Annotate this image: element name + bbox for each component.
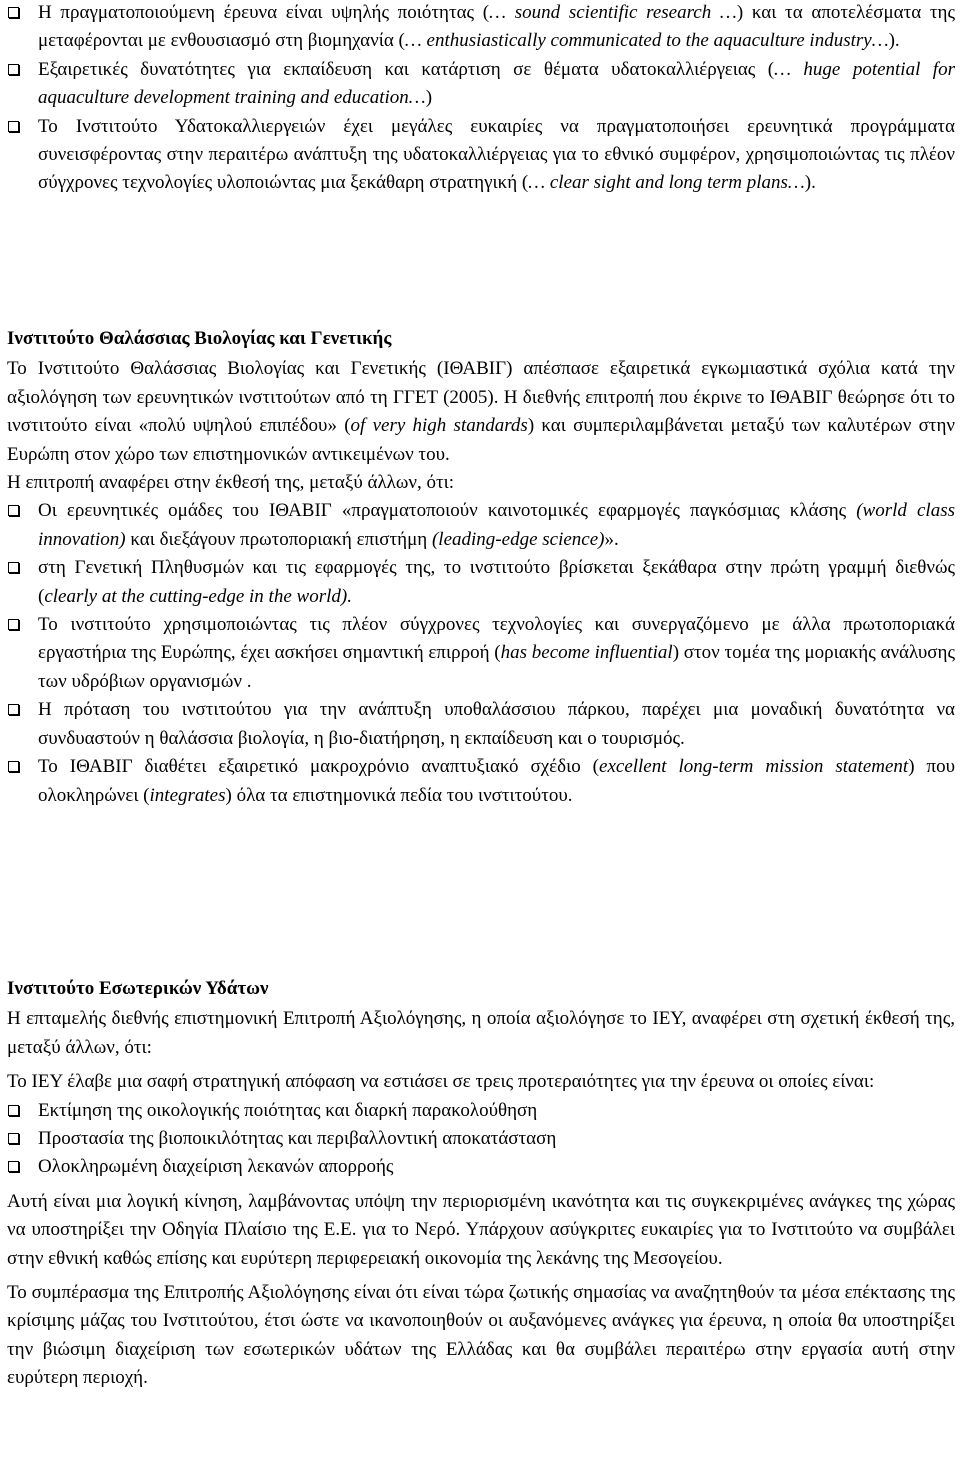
italic-text: … sound scientific research …: [489, 2, 737, 23]
list-item: [7, 696, 955, 753]
checkbox-bullet-icon: [8, 761, 19, 772]
checkbox-bullet-icon: [8, 704, 19, 715]
text-run: Το Ινστιτούτο Θαλάσσιας Βιολογίας και Γενετικής (ΙΘΑΒΙΓ) απέσπασε εξαιρετικά εγκωμιαστικά σχόλια κατά την αξιολόγηση των ερευνητικών ινστιτούτων από τη ΓΓΕΤ (2005). Η διεθνής επιτροπή που έκρινε το ΙΘΑΒΙΓ θεώρησε ότι το ινστιτούτο είναι «πολύ υψηλού επιπέδου» (: [7, 358, 955, 437]
paragraph: Η επιτροπή αναφέρει στην έκθεσή της, μεταξύ άλλων, ότι:: [7, 472, 455, 494]
paragraph: Αυτή είναι μια λογική κίνηση, λαμβάνοντας υπόψη την περιορισμένη ικανότητα και τις συγκεκριμένες ανάγκες της χώρας να υποστηρίξει την Οδηγία Πλαίσιο της Ε.Ε. για το Νερό. Υπάρχουν ασύγκριτες ευκαιρίες για το Ινστιτούτο να συμβάλει στην εθνική καθώς επίσης και ευρύτερη περιφερειακή οικονομία της λεκάνης της Μεσογείου.: [7, 1190, 955, 1269]
bullet-text: [38, 113, 955, 198]
text-run: Το ΙΘΑΒΙΓ διαθέτει εξαιρετικό μακροχρόνιο αναπτυξιακό σχέδιο (: [38, 756, 600, 778]
italic-text: (leading-edge science): [431, 528, 605, 550]
text-run: ) και τα αποτελέσματα της μεταφέρονται με ενθουσιασμό στη βιομηχανία (: [38, 2, 956, 52]
italic-text: integrates: [149, 784, 226, 806]
list-item: [7, 1153, 955, 1181]
italic-text: … clear sight and long term plans…: [528, 172, 805, 194]
checkbox-bullet-icon: [8, 562, 19, 573]
bullet-text: [38, 611, 955, 696]
list-item: [7, 554, 955, 611]
bullet-text: [38, 753, 955, 810]
checkbox-bullet-icon: [8, 1105, 19, 1116]
bullet-text: [38, 497, 955, 554]
text-run: Το Ινστιτούτο Υδατοκαλλιεργειών έχει μεγάλες ευκαιρίες να πραγματοποιήσει ερευνητικά προγράμματα συνεισφέροντας στην περαιτέρω ανάπτυξη της υδατοκαλλιέργειας για το εθνικό συμφέρον, χρησιμοποιώντας τις πλέον σύγχρονες τεχνολογίες υλοποιώντας μια ξεκάθαρη στρατηγική (: [38, 115, 955, 194]
text-run: Εξαιρετικές δυνατότητες για εκπαίδευση και κατάρτιση σε θέματα υδατοκαλλιέργειας (: [38, 58, 775, 80]
checkbox-bullet-icon: [8, 64, 19, 75]
list-item: [7, 113, 955, 198]
italic-text: has become influential: [500, 642, 673, 664]
text-run: ) και συμπεριλαμβάνεται μεταξύ των καλυτέρων στην Ευρώπη στον χώρο των επιστημονικών αντικειμένων του.: [7, 415, 955, 465]
list-item: [7, 56, 955, 113]
text-run: ).: [888, 30, 900, 52]
bullet-text: [38, 696, 955, 753]
bullet-text: Προστασία της βιοποικιλότητας και περιβαλλοντική αποκατάσταση: [38, 1128, 557, 1150]
bullet-text: [38, 554, 955, 611]
text-run: ).: [804, 172, 816, 194]
checkbox-bullet-icon: [8, 1133, 19, 1144]
checkbox-bullet-icon: [8, 121, 19, 132]
text-run: Η πραγματοποιούμενη έρευνα είναι υψηλής ποιότητας (: [38, 2, 490, 23]
paragraph: Το ΙΕΥ έλαβε μια σαφή στρατηγική απόφαση να εστιάσει σε τρεις προτεραιότητες για την έρευνα οι οποίες είναι:: [7, 1071, 875, 1093]
bullet-text: Ολοκληρωμένη διαχείριση λεκανών απορροής: [38, 1156, 394, 1178]
text-run: ) που ολοκληρώνει (: [38, 756, 955, 806]
list-item: [7, 497, 955, 554]
text-run: Οι ερευνητικές ομάδες του ΙΘΑΒΙΓ «πραγματοποιούν καινοτομικές εφαρμογές παγκόσμιας κλάσης: [38, 500, 857, 522]
checkbox-bullet-icon: [8, 7, 19, 18]
section-marine-biology: [7, 325, 955, 810]
italic-text: … enthusiastically communicated to the aquaculture industry…: [404, 30, 889, 52]
bullet-text: [38, 56, 955, 113]
italic-text: … huge potential for aquaculture development training and education…: [38, 58, 955, 109]
italic-text: of very high standards: [350, 415, 528, 437]
top-bullet-list: [7, 0, 955, 198]
italic-text: (world class innovation): [38, 500, 955, 550]
bullet-text: [38, 0, 955, 56]
paragraph: Το συμπέρασμα της Επιτροπής Αξιολόγησης είναι ότι είναι τώρα ζωτικής σημασίας να αναζητηθούν τα μέσα επέκτασης της κρίσιμης μάζας του Ινστιτούτου, έτσι ώστε να ικανοποιηθούν οι αυξανόμενες ανάγκες για έρευνα, η οποία θα υποστηρίξει την βιώσιμη διαχείριση των εσωτερικών υδάτων της Ελλάδας και θα συμβάλει περαιτέρω στην εργασία αυτή στην ευρύτερη περιοχή.: [7, 1282, 955, 1389]
text-run: ) όλα τα επιστημονικά πεδία του ινστιτούτου.: [225, 784, 573, 806]
italic-text: clearly at the cutting-edge in the world).: [44, 585, 352, 607]
text-run: και διεξάγουν πρωτοποριακή επιστήμη: [125, 528, 432, 550]
checkbox-bullet-icon: [8, 1161, 19, 1172]
section-heading: Ινστιτούτο Εσωτερικών Υδάτων: [7, 978, 269, 999]
list-item: [7, 0, 955, 56]
italic-text: excellent long-term mission statement: [599, 756, 909, 778]
paragraph: Η επταμελής διεθνής επιστημονική Επιτροπή Αξιολόγησης, η οποία αξιολόγησε το ΙΕΥ, αναφέρει στη σχετική έκθεσή της, μεταξύ άλλων, ότι:: [7, 1008, 955, 1058]
text-run: Το ινστιτούτο χρησιμοποιώντας τις πλέον σύγχρονες τεχνολογίες και συνεργαζόμενο με άλλα πρωτοποριακά εργαστήρια της Ευρώπης, έχει ασκήσει σημαντική επιρροή (: [38, 614, 955, 664]
list-item: [7, 753, 955, 810]
text-run: Η πρόταση του ινστιτούτου για την ανάπτυξη υποθαλάσσιου πάρκου, παρέχει μια μοναδική δυνατότητα να συνδυαστούν η θαλάσσια βιολογία, η βιο-διατήρηση, η εκπαίδευση και ο τουρισμός.: [38, 699, 955, 749]
list-item: [7, 1125, 955, 1153]
list-item: [7, 611, 955, 696]
text-run: ): [425, 87, 433, 109]
checkbox-bullet-icon: [8, 619, 19, 630]
text-run: στη Γενετική Πληθυσμών και τις εφαρμογές της, το ινστιτούτο βρίσκεται ξεκάθαρα στην πρώτη γραμμή διεθνώς (: [38, 557, 955, 607]
paragraph: [7, 355, 955, 469]
text-run: ».: [604, 528, 619, 550]
section-heading: Ινστιτούτο Θαλάσσιας Βιολογίας και Γενετικής: [7, 328, 392, 349]
list-item: [7, 1097, 955, 1125]
text-run: ) στον τομέα της μοριακής ανάλυσης των υδρόβιων οργανισμών .: [38, 642, 955, 692]
bullet-text: Εκτίμηση της οικολογικής ποιότητας και διαρκή παρακολούθηση: [38, 1099, 538, 1121]
checkbox-bullet-icon: [8, 505, 19, 516]
section-inland-waters: [7, 975, 955, 1393]
